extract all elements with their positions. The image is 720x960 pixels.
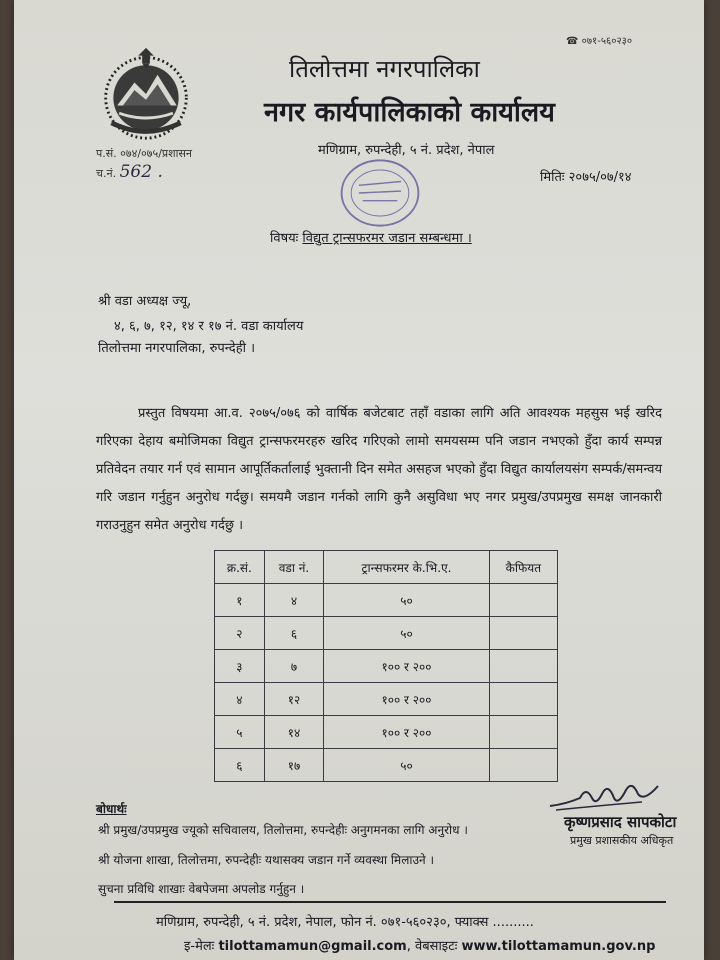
phone-number: ☎ ०७१-५६०२३० — [566, 36, 633, 47]
office-address: मणिग्राम, रुपन्देही, ५ नं. प्रदेश, नेपाल — [318, 143, 495, 158]
cell-remark — [489, 716, 557, 749]
transformer-table — [214, 550, 558, 782]
cell-serial: ४ — [215, 683, 265, 716]
reference-number: प.सं. ०७४/०७५/प्रशासन — [96, 147, 193, 160]
cell-serial: १ — [215, 584, 265, 617]
dispatch-label: च.नं. — [96, 167, 117, 180]
cell-ward: ७ — [264, 650, 324, 683]
cell-serial: ३ — [215, 650, 265, 683]
cell-ward: ६ — [264, 617, 324, 650]
cell-serial: ५ — [215, 716, 265, 749]
dispatch-number — [96, 162, 163, 182]
table-row — [215, 650, 558, 683]
signatory-designation: प्रमुख प्रशासकीय अधिकृत — [570, 834, 674, 847]
recipient-line-2: ४, ६, ७, १२, १४ र १७ नं. वडा कार्यालय — [114, 319, 304, 334]
letter-body: प्रस्तुत विषयमा आ.व. २०७५/०७६ को वार्षिक बजेटबाट तहाँ वडाका लागि अति आवश्यक महसुस भई खरिद गरिएका देहाय बमोजिमका विद्युत ट्रान्सफरमरहरु खरिद गरिएको लामो समयसम्म पनि जडान नभएको हुँदा कार्य सम्पन्न प्रतिवेदन तयार गर्न एवं सामान आपूर्तिकर्तालाई भुक्तानी दिन समेत असहज भएको हुँदा विद्युत कार्यालयसंग सम्पर्क/समन्वय गरि जडान गर्नुहुन अनुरोध गर्दछु। समयमै जडान गर्नको लागि कुनै असुविधा भए नगर प्रमुख/उपप्रमुख समक्ष जानकारी गराउनुहुन समेत अनुरोध गर्दछु । — [96, 406, 662, 533]
cc-line: श्री प्रमुख/उपप्रमुख ज्यूको सचिवालय, तिलोत्तमा, रुपन्देहीः अनुगमनका लागि अनुरोध । — [98, 823, 468, 837]
cc-label: बोधार्थः — [96, 802, 127, 816]
table-row — [215, 716, 558, 749]
table-row — [215, 617, 558, 650]
header-kva: ट्रान्सफरमर के.भि.ए. — [324, 551, 489, 584]
subject-text: विद्युत ट्रान्सफरमर जडान सम्बन्धमा । — [302, 231, 472, 246]
cell-kva: ५० — [324, 617, 489, 650]
cell-serial: २ — [215, 617, 265, 650]
office-name: नगर कार्यपालिकाको कार्यालय — [264, 97, 555, 128]
website-label: , वेबसाइटः — [406, 939, 458, 954]
footer-divider — [114, 901, 666, 903]
header-ward: वडा नं. — [264, 551, 324, 584]
footer-address: मणिग्राम, रुपन्देही, ५ नं. प्रदेश, नेपाल, फोन नं. ०७१-५६०२३०, फ्याक्स .......... — [156, 915, 534, 930]
cell-remark — [489, 584, 557, 617]
nepal-emblem-logo — [98, 46, 194, 142]
handwritten-signature — [546, 776, 666, 816]
table-row — [215, 683, 558, 716]
cell-kva: १०० र २०० — [324, 650, 489, 683]
email-label: इ-मेलः — [184, 939, 215, 954]
cell-kva: ५० — [324, 749, 489, 782]
cell-kva: १०० र २०० — [324, 683, 489, 716]
cell-remark — [489, 650, 557, 683]
subject-line — [270, 228, 472, 246]
subject-label: विषयः — [270, 231, 299, 246]
cell-ward: ४ — [264, 584, 324, 617]
cell-ward: १२ — [264, 683, 324, 716]
website-url: www.tilottamamun.gov.np — [461, 939, 656, 954]
table-row — [215, 584, 558, 617]
letter-page — [14, 0, 704, 960]
table-row — [215, 749, 558, 782]
cell-kva: ५० — [324, 584, 489, 617]
header-serial: क्र.सं. — [215, 551, 265, 584]
header-remarks: कैफियत — [489, 551, 557, 584]
cell-ward: १७ — [264, 749, 324, 782]
recipient-line-3: तिलोत्तमा नगरपालिका, रुपन्देही । — [98, 341, 256, 356]
dispatch-value: 562 . — [119, 162, 163, 182]
recipient-line-1: श्री वडा अध्यक्ष ज्यू, — [98, 294, 192, 309]
email-address: tilottamamun@gmail.com — [218, 939, 407, 954]
cell-serial: ६ — [215, 749, 265, 782]
cc-line: सुचना प्रविधि शाखाः वेबपेजमा अपलोड गर्नुहुन । — [98, 882, 305, 896]
cell-remark — [489, 683, 557, 716]
cell-kva: १०० र २०० — [324, 716, 489, 749]
letter-date: मितिः २०७५/०७/१४ — [540, 170, 632, 185]
cell-remark — [489, 617, 557, 650]
signatory-name: कृष्णप्रसाद सापकोटा — [564, 813, 677, 831]
footer-contact — [184, 936, 655, 954]
cc-line: श्री योजना शाखा, तिलोत्तमा, रुपन्देहीः यथासक्य जडान गर्ने व्यवस्था मिलाउने । — [98, 853, 435, 867]
municipality-name: तिलोत्तमा नगरपालिका — [289, 55, 480, 83]
cell-ward: १४ — [264, 716, 324, 749]
office-stamp — [332, 152, 428, 234]
table-header-row — [215, 551, 558, 584]
